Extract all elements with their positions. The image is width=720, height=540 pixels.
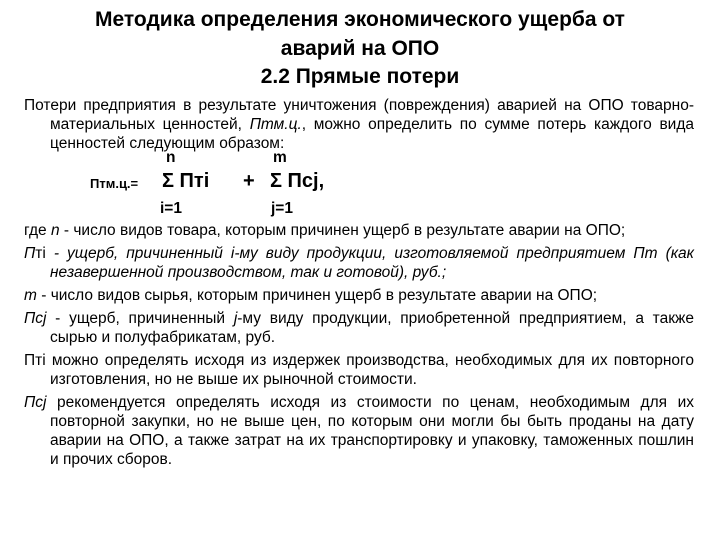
slide-title-line-1: Методика определения экономического ущерба от — [95, 8, 625, 31]
definition-text: - ущерб, причиненный i-му виду продукции, изготовляемой предприятием Пт (как незавершенной производством, так и готовой), руб.; — [45, 245, 694, 281]
definition-text: - число видов товара, которым причинен ущерб в результате аварии на ОПО; — [59, 222, 626, 239]
definition-term: Псj — [24, 310, 47, 327]
definition-term: Псj — [24, 394, 47, 411]
slide-subtitle: 2.2 Прямые потери — [260, 65, 460, 88]
definition-text: Пті можно определять исходя из издержек производства, необходимых для их повторного изготовления, но не выше их рыночной стоимости. — [24, 352, 694, 388]
definition-term: П — [24, 245, 36, 262]
definition-pti-method — [24, 351, 694, 389]
intro-paragraph — [24, 96, 694, 153]
definition-term-rest: ті — [35, 245, 46, 262]
definition-m — [24, 286, 694, 305]
formula-sum-1: Σ Пті — [162, 170, 210, 192]
formula-upper-n: n — [166, 149, 176, 166]
definition-psj-method — [24, 393, 694, 469]
definition-text-b: -му виду продукции, приобретенной предприятием, а также сырью и полуфабрикатам, руб. — [50, 310, 694, 346]
formula-lower-j: j=1 — [271, 200, 293, 217]
definition-term-j: j — [233, 310, 238, 327]
definition-psj — [24, 309, 694, 347]
definition-pti — [24, 244, 694, 282]
formula-plus: + — [243, 170, 255, 192]
definition-text: рекомендуется определять исходя из стоимости по ценам, необходимым для их повторной закупки, но не выше цен, по которым они могли бы быть проданы на дату аварии на ОПО, а также затрат на их транспортировку и упаковку, таможенных пошлин и прочих сборов. — [46, 394, 694, 468]
definition-text: - число видов сырья, которым причинен ущерб в результате аварии на ОПО; — [36, 287, 598, 304]
definition-term: n — [50, 222, 60, 239]
definition-lead: где — [24, 222, 51, 239]
definition-text-a: - ущерб, причиненный — [46, 310, 234, 327]
definition-term: m — [24, 287, 37, 304]
formula-sum-2: Σ Псj, — [270, 170, 325, 192]
slide-title-line-2: аварий на ОПО — [280, 37, 440, 60]
definition-n — [24, 221, 694, 240]
formula-lower-i: i=1 — [160, 200, 182, 217]
intro-term: Птм.ц. — [249, 116, 302, 133]
intro-text-a: Потери предприятия в результате уничтожения (повреждения) аварией на ОПО товарно-материальных ценностей, — [24, 97, 694, 133]
formula-lhs: Птм.ц.= — [90, 176, 139, 191]
intro-text-b: , можно определить по сумме потерь каждого вида ценностей следующим образом: — [50, 116, 695, 152]
formula-upper-m: m — [273, 149, 287, 166]
definitions-list — [24, 221, 694, 469]
